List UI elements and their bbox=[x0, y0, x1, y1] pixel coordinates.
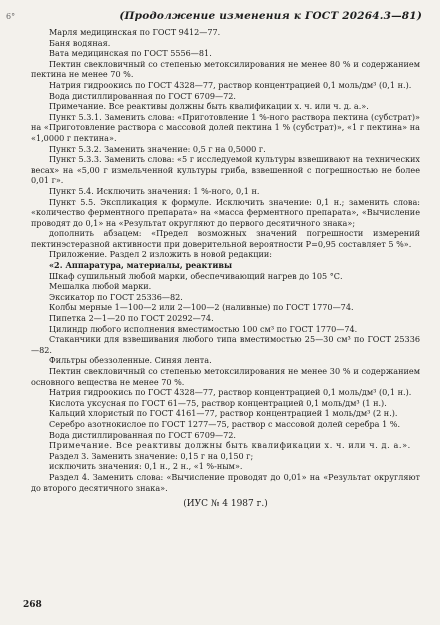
text-paragraph: Примечание. Все реактивы должны быть квалификации х. ч. или ч. д. а.». bbox=[49, 440, 411, 451]
text-paragraph: Марля медицинская по ГОСТ 9412—77. bbox=[49, 27, 221, 37]
text-paragraph: Раздел 4. Заменить слова: «Вычисление проводят до 0,01» на «Результат округляют до второго десятичного знака». bbox=[31, 471, 420, 493]
corner-mark: 6° bbox=[6, 12, 16, 21]
text-paragraph: Пункт 5.3.3. Заменить слова: «5 г исследуемой культуры взвешивают на технических весах» на «5,00 г измельченной культуры гриба, взвешенной с погрешностью не более 0,01 г». bbox=[31, 154, 420, 186]
text-paragraph: Баня водяная. bbox=[49, 37, 111, 48]
text-paragraph: Пункт 5.5. Экспликация к формуле. Исключить значение: 0,1 н.; заменить слова: «количество ферментного препарата» на «масса ферментного препарата», «Вычисление проводят до 0,1» на «Результат округляют до первого десятичного знака»; bbox=[31, 196, 420, 228]
text-paragraph: Раздел 3. Заменить значение: 0,15 г на 0,150 г; bbox=[49, 450, 254, 461]
document-body bbox=[31, 27, 420, 510]
page-number: 268 bbox=[23, 600, 42, 610]
running-header: (Продолжение изменения к ГОСТ 20264.3—81) bbox=[119, 10, 422, 22]
text-paragraph: Фильтры обеззоленные. Синяя лента. bbox=[49, 355, 212, 366]
text-paragraph: Пипетка 2—1—20 по ГОСТ 20292—74. bbox=[49, 313, 214, 324]
text-paragraph: Мешалка любой марки. bbox=[49, 281, 152, 292]
text-paragraph: Вата медицинская по ГОСТ 5556—81. bbox=[49, 48, 212, 59]
text-paragraph: Серебро азотнокислое по ГОСТ 1277—75, раствор с массовой долей серебра 1 %. bbox=[49, 418, 401, 429]
text-paragraph: Пункт 5.4. Исключить значения: 1 %-ного, 0,1 н. bbox=[49, 185, 260, 196]
text-paragraph: Колбы мерные 1—100—2 или 2—100—2 (наливные) по ГОСТ 1770—74. bbox=[49, 302, 354, 313]
text-paragraph: Кальций хлористый по ГОСТ 4161—77, раствор концентрацией 1 моль/дм³ (2 н.). bbox=[49, 408, 398, 419]
text-paragraph: Кислота уксусная по ГОСТ 61—75, раствор концентрацией 0,1 моль/дм³ (1 н.). bbox=[49, 397, 387, 408]
text-paragraph: Приложение. Раздел 2 изложить в новой редакции: bbox=[49, 249, 272, 260]
text-paragraph: Пункт 5.3.2. Заменить значение: 0,5 г на 0,5000 г. bbox=[49, 143, 266, 154]
text-paragraph: исключить значения: 0,1 н., 2 н., «1 %-ным». bbox=[49, 461, 243, 472]
text-paragraph: Пектин свекловичный со степенью метоксилирования не менее 30 % и содержанием основного вещества не менее 70 %. bbox=[31, 366, 420, 387]
text-paragraph: «2. Аппаратура, материалы, реактивы bbox=[49, 260, 233, 271]
text-paragraph: (ИУС № 4 1987 г.) bbox=[183, 499, 268, 510]
text-paragraph: Вода дистиллированная по ГОСТ 6709—72. bbox=[49, 429, 236, 440]
text-paragraph: Вода дистиллированная по ГОСТ 6709—72. bbox=[49, 90, 236, 101]
text-paragraph: Примечание. Все реактивы должны быть квалификации х. ч. или ч. д. а.». bbox=[49, 101, 369, 112]
text-paragraph: Натрия гидроокись по ГОСТ 4328—77, раствор концентрацией 0,1 моль/дм³ (0,1 н.). bbox=[49, 387, 412, 398]
text-paragraph: Стаканчики для взвешивания любого типа вместимостью 25—30 см³ по ГОСТ 25336—82. bbox=[31, 334, 420, 355]
text-paragraph: Пектин свекловичный со степенью метоксилирования не менее 80 % и содержанием пектина не менее 70 %. bbox=[31, 58, 420, 80]
text-paragraph: Шкаф сушильный любой марки, обеспечивающий нагрев до 105 °С. bbox=[49, 270, 343, 281]
text-paragraph: Цилиндр любого исполнения вместимостью 100 см³ по ГОСТ 1770—74. bbox=[49, 323, 358, 334]
text-paragraph: дополнить абзацем: «Предел возможных значений погрешности измерений пектинэстеразной активности при доверительной вероятности P=0,95 составляет 5 %». bbox=[31, 228, 420, 249]
text-paragraph: Эксикатор по ГОСТ 25336—82. bbox=[49, 291, 183, 302]
text-paragraph: Пункт 5.3.1. Заменить слова: «Приготовление 1 %-ного раствора пектина (субстрат)» на «Приготовление раствора с массовой долей пектина 1 % (субстрат)», «1 г пектина» на «1,0000 г пектина». bbox=[31, 111, 420, 143]
text-paragraph: Натрия гидроокись по ГОСТ 4328—77, раствор концентрацией 0,1 моль/дм³ (0,1 н.). bbox=[49, 79, 412, 90]
